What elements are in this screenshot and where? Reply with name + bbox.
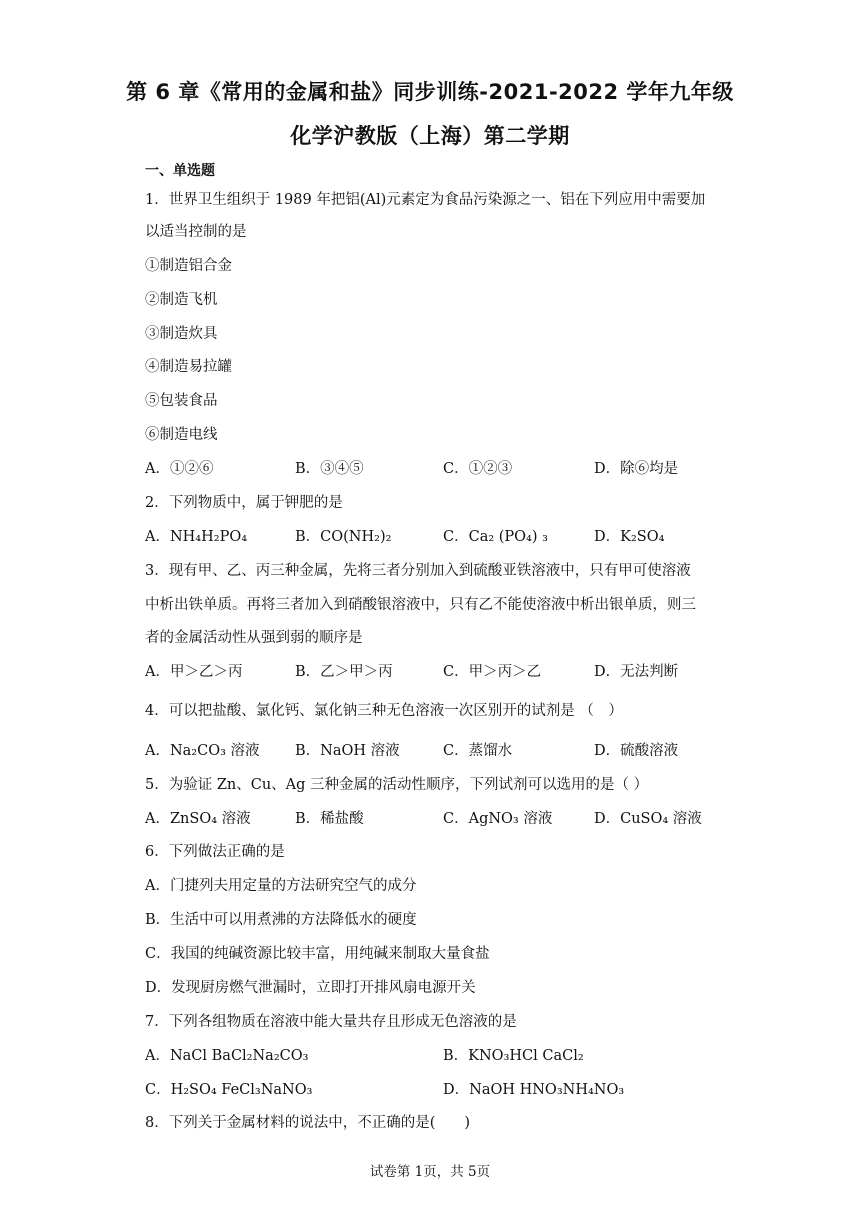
q1-item: ①制造铝合金 [145,258,232,274]
q4-stem: 4．可以把盐酸、氯化钙、氯化钠三种无色溶液一次区别开的试剂是 （ ） [145,703,623,719]
q5-option-a: A．ZnSO₄ 溶液 [145,811,251,827]
q7-option-a: A．NaCl BaCl₂Na₂CO₃ [145,1048,309,1064]
q3-option-a: A．甲＞乙＞丙 [145,664,243,680]
q3-option-c: C．甲＞丙＞乙 [443,664,542,680]
q2-option-b: B．CO(NH₂)₂ [295,529,392,545]
q6-stem: 6．下列做法正确的是 [145,844,285,860]
q4-option-b: B．NaOH 溶液 [295,743,400,759]
q5-stem: 5．为验证 Zn、Cu、Ag 三种金属的活动性顺序，下列试剂可以选用的是（ ） [145,777,649,793]
q3-option-b: B．乙＞甲＞丙 [295,664,393,680]
q1-option-c: C．①②③ [443,461,513,477]
page-footer: 试卷第 1页，共 5页 [369,1164,491,1180]
q1-item: ④制造易拉罐 [145,359,232,375]
q4-option-c: C．蒸馏水 [443,743,513,759]
q7-option-d: D．NaOH HNO₃NH₄NO₃ [443,1082,625,1098]
q1-option-d: D．除⑥均是 [594,461,679,477]
section-heading: 一、单选题 [145,163,215,179]
q1-item: ⑤包装食品 [145,393,218,409]
document-title-line-2: 化学沪教版（上海）第二学期 [290,124,570,148]
q4-option-d: D．硫酸溶液 [594,743,679,759]
q6-option-a: A．门捷列夫用定量的方法研究空气的成分 [145,878,417,894]
q4-option-a: A．Na₂CO₃ 溶液 [145,743,260,759]
q2-option-d: D．K₂SO₄ [594,529,665,545]
q7-stem: 7．下列各组物质在溶液中能大量共存且形成无色溶液的是 [145,1014,517,1030]
q7-option-c: C．H₂SO₄ FeCl₃NaNO₃ [145,1082,313,1098]
q1-item: ③制造炊具 [145,326,218,342]
q6-option-d: D．发现厨房燃气泄漏时，立即打开排风扇电源开关 [145,980,476,996]
q6-option-b: B．生活中可以用煮沸的方法降低水的硬度 [145,912,417,928]
q5-option-b: B．稀盐酸 [295,811,364,827]
q5-option-c: C．AgNO₃ 溶液 [443,811,553,827]
q1-item: ⑥制造电线 [145,427,218,443]
q7-option-b: B．KNO₃HCl CaCl₂ [443,1048,584,1064]
q2-option-a: A．NH₄H₂PO₄ [145,529,248,545]
q1-stem-line-1: 1．世界卫生组织于 1989 年把铝(Al)元素定为食品污染源之一、铝在下列应用中需要加 [145,192,706,208]
q2-stem: 2．下列物质中，属于钾肥的是 [145,495,343,511]
q8-stem: 8．下列关于金属材料的说法中，不正确的是( ) [145,1115,471,1131]
document-title-line-1: 第 6 章《常用的金属和盐》同步训练-2021-2022 学年九年级 [126,80,734,104]
q6-option-c: C．我国的纯碱资源比较丰富，用纯碱来制取大量食盐 [145,946,490,962]
q3-option-d: D．无法判断 [594,664,679,680]
q2-option-c: C．Ca₂ (PO₄) ₃ [443,529,548,545]
q1-option-b: B．③④⑤ [295,461,364,477]
q3-stem-line-1: 3．现有甲、乙、丙三种金属，先将三者分别加入到硫酸亚铁溶液中，只有甲可使溶液 [145,563,691,579]
q1-item: ②制造飞机 [145,292,218,308]
q3-stem-line-2: 中析出铁单质。再将三者加入到硝酸银溶液中，只有乙不能使溶液中析出银单质，则三 [145,597,696,613]
q5-option-d: D．CuSO₄ 溶液 [594,811,702,827]
q1-option-a: A．①②⑥ [145,461,214,477]
q3-stem-line-3: 者的金属活动性从强到弱的顺序是 [145,630,363,646]
q1-stem-line-2: 以适当控制的是 [145,224,247,240]
